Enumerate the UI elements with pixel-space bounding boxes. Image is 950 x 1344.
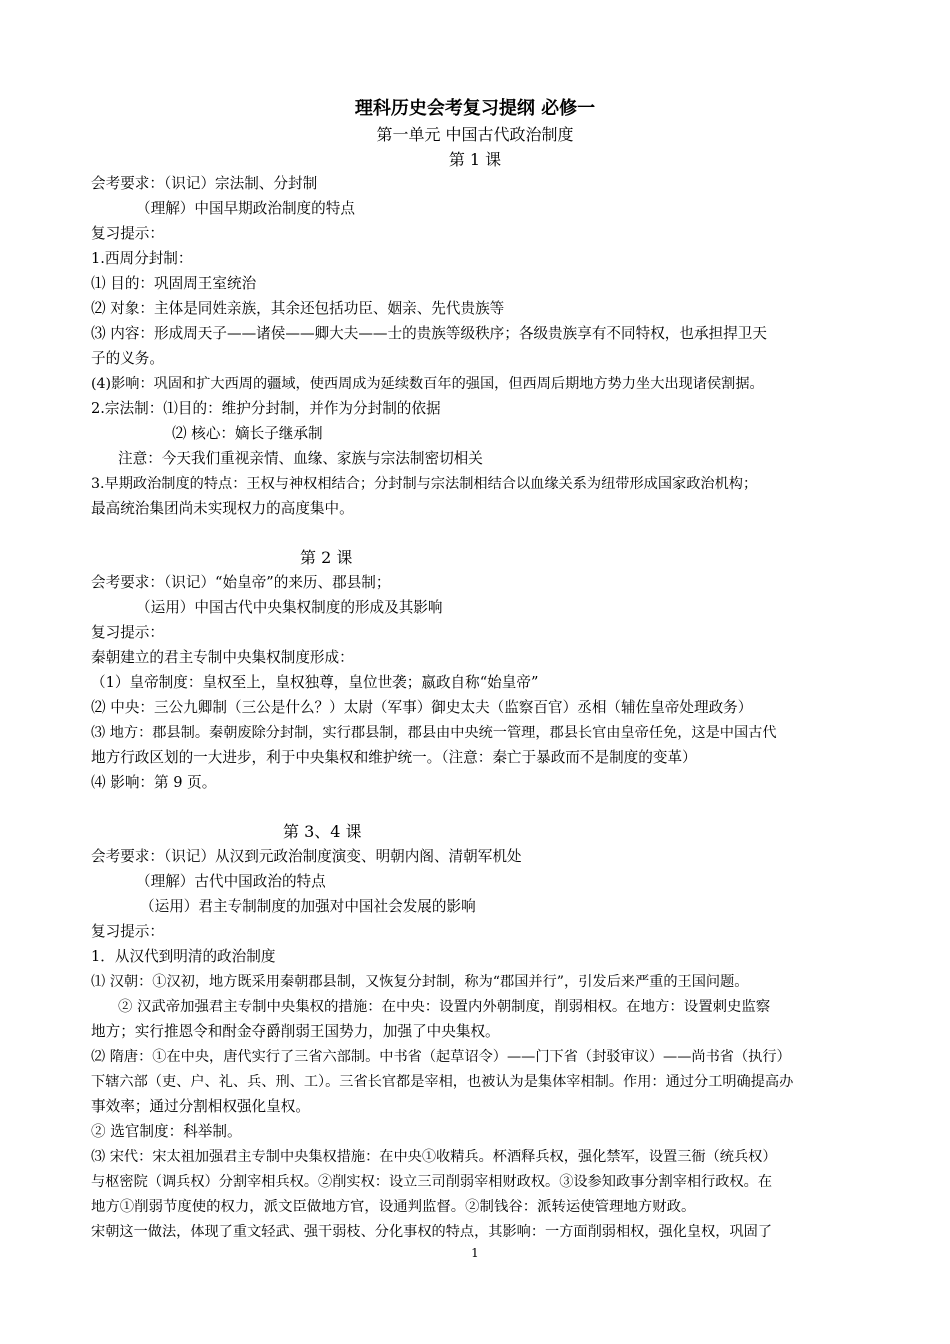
text-line: ⑶ 地方：郡县制。秦朝废除分封制，实行郡县制，郡县由中央统一管理，郡县长官由皇帝任免，这是中国古代: [91, 725, 777, 741]
text-line: ② 汉武帝加强君主专制中央集权的措施：在中央：设置内外朝制度，削弱相权。在地方：设置刺史监察: [118, 999, 771, 1015]
text-line: ⑴ 汉朝：①汉初，地方既采用秦朝郡县制，又恢复分封制，称为“郡国并行”，引发后来严重的王国问题。: [91, 974, 749, 990]
text-line: （1）皇帝制度：皇权至上，皇权独尊，皇位世袭；嬴政自称“始皇帝”: [91, 674, 539, 691]
text-line: （运用）君主专制制度的加强对中国社会发展的影响: [140, 898, 476, 915]
text-line: 地方①削弱节度使的权力，派文臣做地方官，设通判监督。②制钱谷：派转运使管理地方财政。: [91, 1199, 696, 1215]
text-line: 复习提示：: [91, 225, 164, 242]
text-line: 复习提示：: [91, 923, 164, 940]
text-line: ⑶ 内容：形成周天子——诸侯——卿大夫——士的贵族等级秩序；各级贵族享有不同特权，也承担捍卫天: [91, 325, 767, 342]
lesson-1-heading: 第 1 课: [448, 150, 502, 169]
text-line: 地方；实行推恩令和酎金夺爵削弱王国势力，加强了中央集权。: [91, 1023, 500, 1040]
text-line: 下辖六部（吏、户、礼、兵、刑、工）。三省长官都是宰相，也被认为是集体宰相制。作用：通过分工明确提高办: [91, 1074, 794, 1090]
text-line: 会考要求：（识记）“始皇帝”的来历、郡县制；: [91, 574, 391, 591]
text-line: 最高统治集团尚未实现权力的高度集中。: [91, 500, 354, 517]
text-line: 3.早期政治制度的特点：王权与神权相结合；分封制与宗法制相结合以血缘关系为纽带形成国家政治机构；: [91, 476, 758, 492]
text-line: 子的义务。: [91, 350, 164, 367]
text-line: 复习提示：: [91, 624, 164, 641]
text-line: ⑵ 核心：嫡长子继承制: [172, 425, 323, 442]
lesson-3-4-heading: 第 3、4 课: [283, 822, 362, 841]
text-line: 秦朝建立的君主专制中央集权制度形成：: [91, 649, 354, 666]
text-line: （运用）中国古代中央集权制度的形成及其影响: [136, 599, 443, 616]
text-line: ⑵ 隋唐：①在中央，唐代实行了三省六部制。中书省（起草诏令）——门下省（封驳审议）——尚书省（执行）: [91, 1049, 791, 1065]
text-line: 会考要求：（识记）从汉到元政治制度演变、明朝内阁、清朝军机处: [91, 848, 522, 865]
text-line: （理解）古代中国政治的特点: [136, 873, 326, 890]
unit-title: 第一单元 中国古代政治制度: [376, 125, 574, 144]
text-line: 2.宗法制：⑴目的：维护分封制，并作为分封制的依据: [91, 400, 441, 417]
text-line: 注意：今天我们重视亲情、血缘、家族与宗法制密切相关: [118, 450, 483, 467]
text-line: 与枢密院（调兵权）分割宰相兵权。②削实权：设立三司削弱宰相财政权。③设参知政事分割宰相行政权。在: [91, 1174, 773, 1190]
text-line: 会考要求：（识记）宗法制、分封制: [91, 175, 318, 192]
text-line: ⑶ 宋代：宋太祖加强君主专制中央集权措施：在中央①收精兵。杯酒释兵权，强化禁军，设置三衙（统兵权）: [91, 1149, 777, 1165]
text-line: 地方行政区划的一大进步，利于中央集权和维护统一。（注意：秦亡于暴政而不是制度的变革）: [91, 749, 697, 766]
text-line: ⑷ 影响：第 9 页。: [91, 774, 217, 791]
lesson-2-heading: 第 2 课: [300, 548, 353, 567]
text-line: 1.西周分封制：: [91, 250, 193, 267]
text-line: ⑴ 目的：巩固周王室统治: [91, 275, 257, 292]
text-line: ⑵ 对象：主体是同姓亲族，其余还包括功臣、姻亲、先代贵族等: [91, 300, 505, 317]
text-line: (4)影响：巩固和扩大西周的疆域，使西周成为延续数百年的强国，但西周后期地方势力坐大出现诸侯割据。: [91, 376, 764, 392]
text-line: 事效率；通过分割相权强化皇权。: [91, 1098, 310, 1115]
text-line: ② 选官制度：科举制。: [91, 1123, 242, 1140]
document-title: 理科历史会考复习提纲 必修一: [354, 98, 596, 119]
text-line: （理解）中国早期政治制度的特点: [136, 200, 355, 217]
text-line: 宋朝这一做法，体现了重文轻武、强干弱枝、分化事权的特点，其影响：一方面削弱相权，强化皇权，巩固了: [91, 1224, 773, 1240]
text-line: 1．从汉代到明清的政治制度: [91, 948, 276, 965]
page-number: 1: [471, 1246, 479, 1260]
text-line: ⑵ 中央：三公九卿制（三公是什么？）太尉（军事）御史太夫（监察百官）丞相（辅佐皇帝处理政务）: [91, 699, 753, 716]
